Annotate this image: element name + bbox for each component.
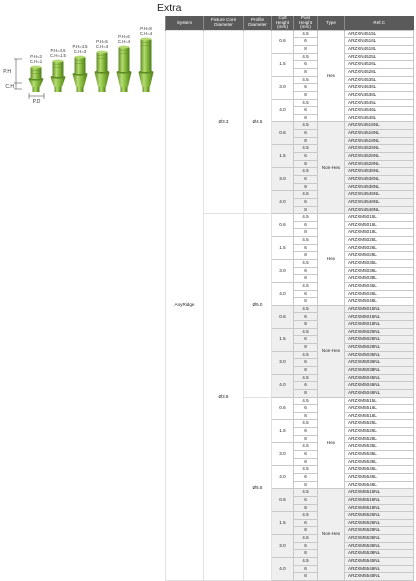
post-cell: 4.5 (294, 30, 318, 38)
ref-code-cell: ARZXM5515L (345, 397, 414, 405)
post-cell: 8 (294, 344, 318, 352)
ref-code-cell: ARZXM5546L (345, 473, 414, 481)
post-cell: 6 (294, 405, 318, 413)
ref-code-cell: ARZXN4515L (345, 30, 414, 38)
type-cell: Non-Hex (318, 489, 345, 581)
abutment-cuff-height-label: C.H=4 (117, 39, 131, 44)
cuff-cell: 1.5 (272, 145, 294, 168)
post-cell: 4.5 (294, 53, 318, 61)
post-cell: 6 (294, 565, 318, 573)
cuff-cell: 0.6 (272, 214, 294, 237)
ref-code-cell: ARZXN4536L (345, 84, 414, 92)
header-system: System (166, 16, 204, 30)
ref-code-cell: ARZXM5016NL (345, 313, 414, 321)
type-cell: Hex (318, 30, 345, 122)
cuff-cell: 1.5 (272, 53, 294, 76)
post-cell: 6 (294, 359, 318, 367)
post-cell: 6 (294, 336, 318, 344)
ref-code-cell: ARZXN4528L (345, 68, 414, 76)
ref-code-cell: ARZXN4545NL (345, 191, 414, 199)
post-cell: 8 (294, 458, 318, 466)
abutment-figure (117, 34, 132, 92)
ref-code-cell: ARZXN4518NL (345, 137, 414, 145)
abutment-figure (29, 54, 44, 92)
ref-code-cell: ARZXM5026L (345, 244, 414, 252)
ref-code-cell: ARZXN4546L (345, 107, 414, 115)
post-cell: 8 (294, 527, 318, 535)
post-cell: 8 (294, 504, 318, 512)
post-cell: 6 (294, 38, 318, 46)
cuff-cell: 1.5 (272, 420, 294, 443)
post-cell: 6 (294, 267, 318, 275)
ref-code-cell: ARZXM5045L (345, 282, 414, 290)
abutment-illustration (0, 0, 160, 130)
post-cell: 8 (294, 412, 318, 420)
ref-code-cell: ARZXM5018L (345, 229, 414, 237)
post-cell: 4.5 (294, 260, 318, 268)
header-profile: Profile Diameter (244, 16, 272, 30)
post-cell: 6 (294, 451, 318, 459)
profile-cell: Ø4.5 (244, 30, 272, 213)
ref-code-cell: ARZXM5046L (345, 290, 414, 298)
post-cell: 8 (294, 160, 318, 168)
ref-code-cell: ARZXM5545L (345, 466, 414, 474)
ref-code-cell: ARZXN4516NL (345, 130, 414, 138)
post-cell: 4.5 (294, 351, 318, 359)
ref-code-cell: ARZXM5528L (345, 435, 414, 443)
abutment-figure (95, 39, 110, 92)
ref-code-cell: ARZXN4525NL (345, 145, 414, 153)
cuff-cell: 4.0 (272, 374, 294, 397)
ref-code-cell: ARZXM5035NL (345, 351, 414, 359)
post-cell: 6 (294, 198, 318, 206)
specification-table (165, 16, 414, 581)
cuff-cell: 1.5 (272, 512, 294, 535)
ref-code-cell: ARZXM5038NL (345, 366, 414, 374)
post-cell: 8 (294, 389, 318, 397)
ref-code-cell: ARZXM5548NL (345, 573, 414, 581)
post-cell: 8 (294, 206, 318, 214)
ref-code-cell: ARZXM5028NL (345, 344, 414, 352)
post-cell: 4.5 (294, 168, 318, 176)
post-cell: 6 (294, 244, 318, 252)
abutment-post-height-label: P.H=8 (140, 26, 152, 31)
cuff-cell: 3.0 (272, 351, 294, 374)
post-cell: 6 (294, 519, 318, 527)
post-cell: 4.5 (294, 305, 318, 313)
abutment-post-height-label: P.H=6 (118, 34, 130, 39)
ref-code-cell: ARZXN4538NL (345, 183, 414, 191)
ref-code-cell: ARZXN4518L (345, 46, 414, 54)
cuff-cell: 4.0 (272, 282, 294, 305)
abutment-cuff-height-label: C.H=1.5 (50, 53, 66, 58)
cuff-cell: 0.6 (272, 305, 294, 328)
cuff-cell: 3.0 (272, 260, 294, 283)
ref-code-cell: ARZXM5548L (345, 481, 414, 489)
post-cell: 4.5 (294, 99, 318, 107)
cuff-cell: 3.0 (272, 76, 294, 99)
ref-code-cell: ARZXM5018NL (345, 321, 414, 329)
system-cell: AnyRidge (166, 30, 204, 580)
ref-code-cell: ARZXM5535L (345, 443, 414, 451)
post-cell: 4.5 (294, 557, 318, 565)
ref-code-cell: ARZXM5526L (345, 428, 414, 436)
post-cell: 4.5 (294, 512, 318, 520)
ref-code-cell: ARZXM5525L (345, 420, 414, 428)
cuff-cell: 3.0 (272, 443, 294, 466)
post-cell: 6 (294, 496, 318, 504)
abutment-post-height-label: P.H=4.5 (50, 48, 66, 53)
cuff-cell: 0.6 (272, 30, 294, 53)
cuff-cell: 3.0 (272, 535, 294, 558)
post-cell: 6 (294, 221, 318, 229)
cuff-cell: 4.0 (272, 99, 294, 122)
post-cell: 8 (294, 298, 318, 306)
cuff-cell: 1.5 (272, 237, 294, 260)
post-cell: 4.5 (294, 466, 318, 474)
ref-code-cell: ARZXM5026NL (345, 336, 414, 344)
ref-code-cell: ARZXN4515NL (345, 122, 414, 130)
header-cuff: Cuff Height (mm) (272, 16, 294, 30)
cuff-cell: 4.0 (272, 466, 294, 489)
post-cell: 6 (294, 153, 318, 161)
cuff-cell: 4.0 (272, 191, 294, 214)
post-cell: 4.5 (294, 328, 318, 336)
type-cell: Non-Hex (318, 122, 345, 214)
ref-code-cell: ARZXM5016L (345, 221, 414, 229)
abutment-figure (50, 48, 66, 92)
post-cell: 8 (294, 91, 318, 99)
ref-code-cell: ARZXM5528NL (345, 527, 414, 535)
post-cell: 4.5 (294, 397, 318, 405)
abutment-post-height-label: P.H=3 (30, 54, 42, 59)
profile-cell: Ø5.5 (244, 397, 272, 580)
post-cell: 4.5 (294, 489, 318, 497)
header-fixture: Fixture Core Diameter (204, 16, 244, 30)
dim-ch-label: C.H (5, 84, 14, 90)
page-title: Extra (157, 2, 182, 14)
ref-code-cell: ARZXM5015L (345, 214, 414, 222)
cuff-cell: 1.5 (272, 328, 294, 351)
ref-code-cell: ARZXM5045NL (345, 374, 414, 382)
cuff-cell: 0.6 (272, 489, 294, 512)
post-cell: 8 (294, 46, 318, 54)
abutment-cuff-height-label: C.H=1 (29, 59, 43, 64)
ref-code-cell: ARZXM5536L (345, 451, 414, 459)
header-type: Type (318, 16, 345, 30)
ref-code-cell: ARZXN4546NL (345, 198, 414, 206)
ref-code-cell: ARZXM5546NL (345, 565, 414, 573)
post-cell: 4.5 (294, 76, 318, 84)
type-cell: Hex (318, 397, 345, 489)
post-cell: 4.5 (294, 443, 318, 451)
post-cell: 8 (294, 550, 318, 558)
post-cell: 4.5 (294, 122, 318, 130)
ref-code-cell: ARZXM5516L (345, 405, 414, 413)
post-cell: 6 (294, 61, 318, 69)
type-cell: Hex (318, 214, 345, 306)
fixture-cell: Ø3.8 (204, 214, 244, 581)
post-cell: 4.5 (294, 191, 318, 199)
post-cell: 8 (294, 275, 318, 283)
dim-ph-label: P.H (3, 69, 11, 75)
fixture-cell: Ø3.3 (204, 30, 244, 213)
ref-code-cell: ARZXM5038L (345, 275, 414, 283)
post-cell: 8 (294, 573, 318, 581)
cuff-cell: 3.0 (272, 168, 294, 191)
ref-code-cell: ARZXM5538L (345, 458, 414, 466)
post-cell: 6 (294, 428, 318, 436)
post-cell: 6 (294, 313, 318, 321)
abutment-figure (72, 44, 88, 92)
ref-code-cell: ARZXN4525L (345, 53, 414, 61)
ref-code-cell: ARZXN4548L (345, 114, 414, 122)
post-cell: 6 (294, 84, 318, 92)
ref-code-cell: ARZXM5518NL (345, 504, 414, 512)
type-cell: Non-Hex (318, 305, 345, 397)
cuff-cell: 0.6 (272, 397, 294, 420)
post-cell: 6 (294, 542, 318, 550)
table-row (166, 214, 414, 222)
ref-code-cell: ARZXM5025NL (345, 328, 414, 336)
ref-code-cell: ARZXN4535NL (345, 168, 414, 176)
ref-code-cell: ARZXM5035L (345, 260, 414, 268)
ref-code-cell: ARZXN4526L (345, 61, 414, 69)
ref-code-cell: ARZXM5015NL (345, 305, 414, 313)
abutment-cuff-height-label: C.H=4 (139, 31, 153, 36)
ref-code-cell: ARZXM5538NL (345, 550, 414, 558)
ref-code-cell: ARZXM5036L (345, 267, 414, 275)
ref-code-cell: ARZXM5048L (345, 298, 414, 306)
post-cell: 6 (294, 107, 318, 115)
post-cell: 8 (294, 68, 318, 76)
post-cell: 4.5 (294, 214, 318, 222)
post-cell: 4.5 (294, 282, 318, 290)
ref-code-cell: ARZXM5535NL (345, 535, 414, 543)
abutment-figure (139, 26, 154, 92)
ref-code-cell: ARZXN4548NL (345, 206, 414, 214)
profile-cell: Ø5.0 (244, 214, 272, 397)
ref-code-cell: ARZXM5025L (345, 237, 414, 245)
cuff-cell: 0.6 (272, 122, 294, 145)
ref-code-cell: ARZXM5516NL (345, 496, 414, 504)
ref-code-cell: ARZXN4545L (345, 99, 414, 107)
dim-pd-label: P.D (32, 99, 41, 105)
ref-code-cell: ARZXM5536NL (345, 542, 414, 550)
abutment-post-height-label: P.H=5 (96, 39, 108, 44)
header-ref: Ref.C (345, 16, 414, 30)
post-cell: 8 (294, 137, 318, 145)
post-cell: 8 (294, 114, 318, 122)
post-cell: 8 (294, 183, 318, 191)
ref-code-cell: ARZXM5046NL (345, 382, 414, 390)
table-row (166, 30, 414, 38)
ref-code-cell: ARZXM5028L (345, 252, 414, 260)
post-cell: 8 (294, 229, 318, 237)
ref-code-cell: ARZXN4526NL (345, 153, 414, 161)
post-cell: 8 (294, 252, 318, 260)
header-post: Post Height (mm) (294, 16, 318, 30)
ref-code-cell: ARZXM5545NL (345, 557, 414, 565)
abutment-post-height-label: P.H=4.5 (72, 44, 88, 49)
post-cell: 8 (294, 481, 318, 489)
post-cell: 4.5 (294, 145, 318, 153)
post-cell: 8 (294, 366, 318, 374)
ref-code-cell: ARZXM5518L (345, 412, 414, 420)
ref-code-cell: ARZXM5526NL (345, 519, 414, 527)
ref-code-cell: ARZXN4536NL (345, 175, 414, 183)
post-cell: 4.5 (294, 374, 318, 382)
post-cell: 8 (294, 321, 318, 329)
post-cell: 6 (294, 290, 318, 298)
ref-code-cell: ARZXN4528NL (345, 160, 414, 168)
cuff-cell: 4.0 (272, 557, 294, 580)
post-cell: 8 (294, 435, 318, 443)
post-cell: 6 (294, 130, 318, 138)
ref-code-cell: ARZXN4516L (345, 38, 414, 46)
table-header-row (166, 16, 414, 30)
ref-code-cell: ARZXM5036NL (345, 359, 414, 367)
ref-code-cell: ARZXM5525NL (345, 512, 414, 520)
post-cell: 4.5 (294, 420, 318, 428)
post-cell: 6 (294, 473, 318, 481)
abutment-cuff-height-label: C.H=4 (95, 44, 109, 49)
post-cell: 4.5 (294, 237, 318, 245)
post-cell: 6 (294, 382, 318, 390)
ref-code-cell: ARZXM5048NL (345, 389, 414, 397)
post-cell: 6 (294, 175, 318, 183)
ref-code-cell: ARZXN4538L (345, 91, 414, 99)
abutment-cuff-height-label: C.H=3 (73, 49, 87, 54)
ref-code-cell: ARZXM5515NL (345, 489, 414, 497)
post-cell: 4.5 (294, 535, 318, 543)
ref-code-cell: ARZXN4535L (345, 76, 414, 84)
